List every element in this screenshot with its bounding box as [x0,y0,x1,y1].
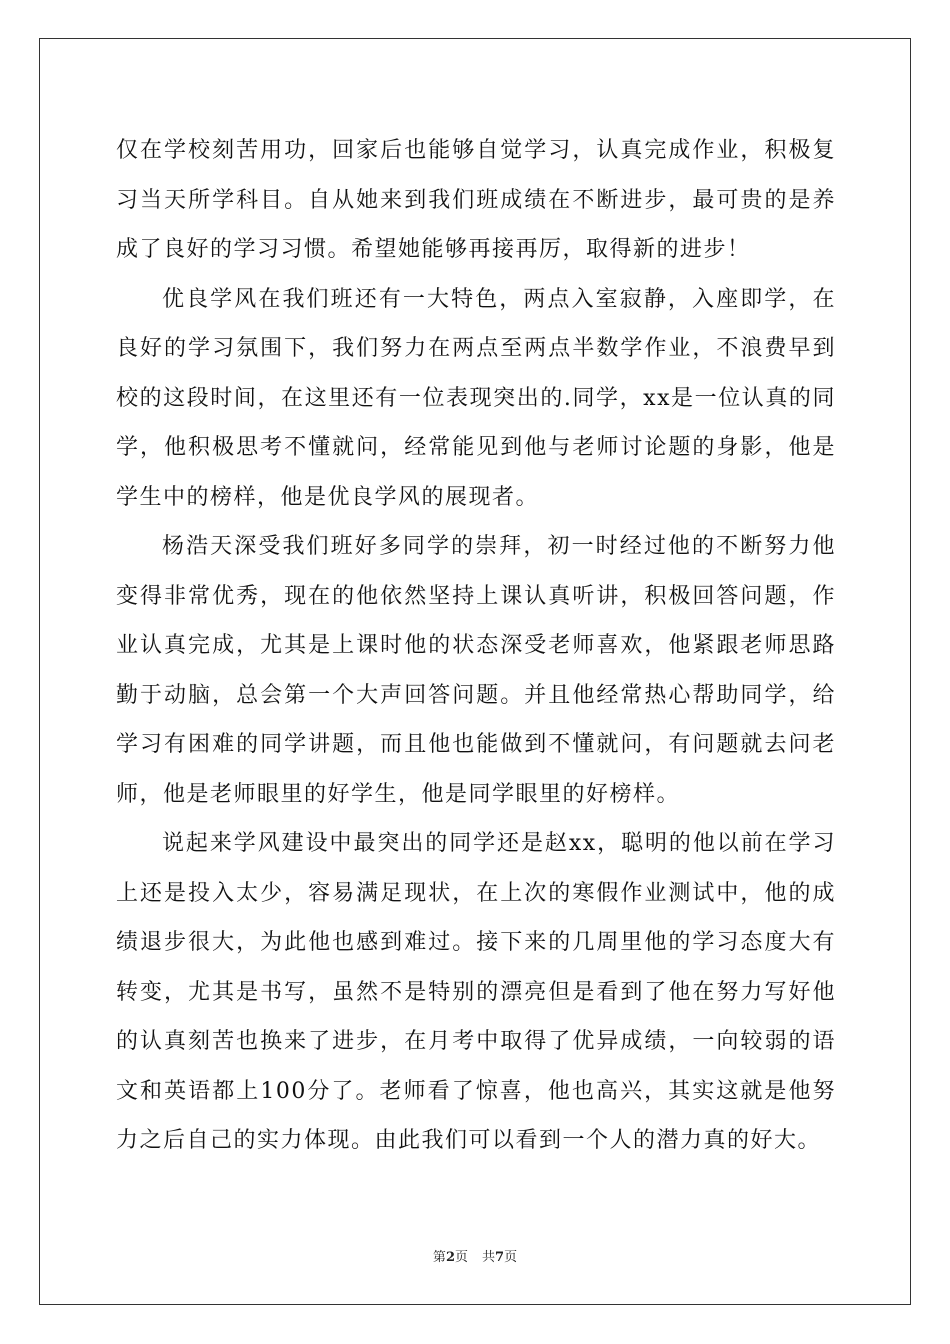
paragraph-4: 说起来学风建设中最突出的同学还是赵xx，聪明的他以前在学习上还是投入太少，容易满足现状，在上次的寒假作业测试中，他的成绩退步很大，为此他也感到难过。接下来的几周里他的学习态度大有转变，尤其是书写，虽然不是特别的漂亮但是看到了他在努力写好他的认真刻苦也换来了进步，在月考中取得了优异成绩，一向较弱的语文和英语都上100分了。老师看了惊喜，他也高兴，其实这就是他努力之后自己的实力体现。由此我们可以看到一个人的潜力真的好大。 [116,831,836,1153]
paragraph-3: 杨浩天深受我们班好多同学的崇拜，初一时经过他的不断努力他变得非常优秀，现在的他依然坚持上课认真听讲，积极回答问题，作业认真完成，尤其是上课时他的状态深受老师喜欢，他紧跟老师思路勤于动脑，总会第一个大声回答问题。并且他经常热心帮助同学，给学习有困难的同学讲题，而且他也能做到不懂就问，有问题就去问老师，他是老师眼里的好学生，他是同学眼里的好榜样。 [116,534,836,807]
page-footer [0,1246,950,1265]
document-body [116,126,836,1166]
page-prefix: 第 [432,1250,446,1265]
page-current: 2 [445,1250,455,1265]
page-total: 7 [495,1250,505,1265]
paragraph-2: 优良学风在我们班还有一大特色，两点入室寂静，入座即学，在良好的学习氛围下，我们努力在两点至两点半数学作业，不浪费早到校的这段时间，在这里还有一位表现突出的.同学，xx是一位认真的同学，他积极思考不懂就问，经常能见到他与老师讨论题的身影，他是学生中的榜样，他是优良学风的展现者。 [116,286,836,510]
paragraph-1: 仅在学校刻苦用功，回家后也能够自觉学习，认真完成作业，积极复习当天所学科目。自从她来到我们班成绩在不断进步，最可贵的是养成了良好的学习习惯。希望她能够再接再厉，取得新的进步！ [116,138,836,262]
page-unit: 页 [454,1250,468,1265]
total-unit: 页 [504,1250,518,1265]
total-prefix: 共 [482,1250,496,1265]
